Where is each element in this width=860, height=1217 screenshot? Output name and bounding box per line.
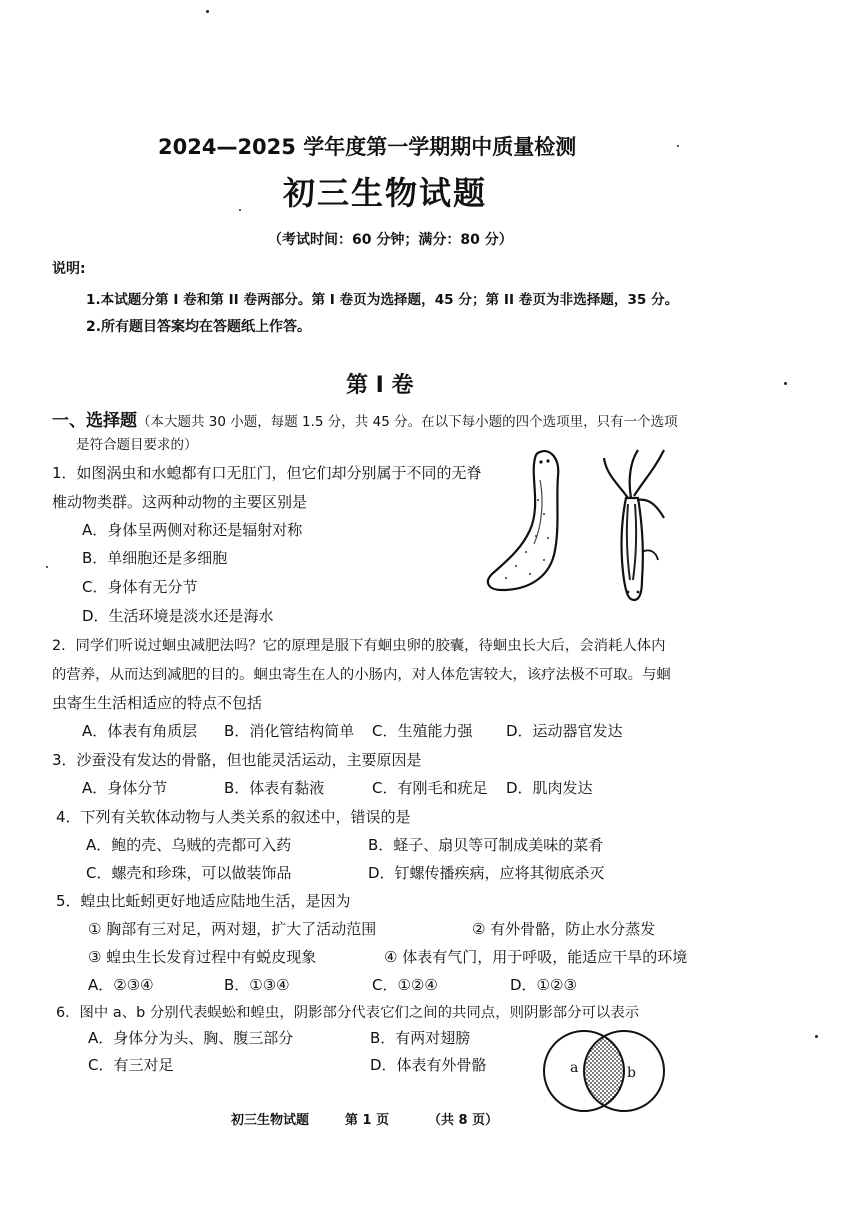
- scan-speck: [206, 10, 209, 13]
- question-1-option-c: C．身体有无分节: [82, 578, 198, 596]
- scan-speck: [677, 145, 679, 147]
- question-2-option-a: A．体表有角质层: [82, 722, 198, 740]
- instruction-item-2: 2.所有题目答案均在答题纸上作答。: [86, 319, 312, 335]
- question-6-stem: 6．图中 a、b 分别代表蜈蚣和蝗虫，阴影部分代表它们之间的共同点，则阴影部分可以表示: [56, 1005, 640, 1021]
- question-2-stem-line-2: 的营养，从而达到减肥的目的。蛔虫寄生在人的小肠内，对人体危害较大，该疗法极不可取。与蛔: [52, 667, 671, 683]
- venn-diagram: [538, 1026, 668, 1116]
- question-1-option-b: B．单细胞还是多细胞: [82, 549, 228, 567]
- question-3-stem: 3．沙蚕没有发达的骨骼，但也能灵活运动，主要原因是: [52, 751, 422, 769]
- part-title: 第 I 卷: [346, 373, 414, 398]
- question-1-option-d: D．生活环境是淡水还是海水: [82, 607, 274, 625]
- exam-title: 2024—2025 学年度第一学期期中质量检测: [158, 135, 577, 159]
- venn-label-b: b: [627, 1065, 636, 1081]
- footer-page-number: 第 1 页: [345, 1113, 390, 1128]
- question-4-option-c: C．螺壳和珍珠，可以做装饰品: [86, 864, 292, 882]
- question-2-option-c: C．生殖能力强: [372, 722, 473, 740]
- question-5-statement-1: ① 胸部有三对足，两对翅，扩大了活动范围: [88, 920, 377, 938]
- question-5-statement-2: ② 有外骨骼，防止水分蒸发: [472, 920, 656, 938]
- planarian-drawing: [488, 451, 558, 590]
- question-1-option-a: A．身体呈两侧对称还是辐射对称: [82, 521, 303, 539]
- question-1-stem-line-1: 1．如图涡虫和水螅都有口无肛门，但它们却分别属于不同的无脊: [52, 464, 482, 482]
- section-heading: [52, 406, 678, 431]
- scan-speck: [46, 566, 48, 568]
- question-3-option-a: A．身体分节: [82, 779, 168, 797]
- footer-subject: 初三生物试题: [231, 1113, 310, 1128]
- footer-page-total: （共 8 页）: [428, 1113, 499, 1128]
- question-6-option-c: C．有三对足: [88, 1056, 174, 1074]
- question-2-stem-line-3: 虫寄生生活相适应的特点不包括: [52, 694, 263, 712]
- section-heading-desc: （本大题共 30 小题，每题 1.5 分，共 45 分。在以下每小题的四个选项里，只有一个选项: [137, 414, 678, 430]
- question-4-option-a: A．鲍的壳、乌贼的壳都可入药: [86, 836, 292, 854]
- exam-subtitle: 初三生物试题: [283, 174, 488, 212]
- question-3-option-d: D．肌肉发达: [506, 779, 593, 797]
- question-1-stem-line-2: 椎动物类群。这两种动物的主要区别是: [52, 493, 308, 511]
- question-4-option-b: B．蛏子、扇贝等可制成美味的菜肴: [368, 836, 604, 854]
- planarian-hydra-illustration: [478, 440, 688, 610]
- question-5-stem: 5．蝗虫比蚯蚓更好地适应陆地生活，是因为: [56, 892, 351, 910]
- question-5-statement-3: ③ 蝗虫生长发育过程中有蜕皮现象: [88, 948, 317, 966]
- question-5-option-a: A．②③④: [88, 976, 154, 994]
- question-5-option-d: D．①②③: [510, 976, 577, 994]
- question-5-statement-4: ④ 体表有气门，用于呼吸，能适应干旱的环境: [384, 948, 688, 966]
- venn-label-a: a: [570, 1060, 579, 1076]
- section-heading-label: 一、选择题: [52, 411, 137, 431]
- question-4-option-d: D．钉螺传播疾病，应将其彻底杀灭: [368, 864, 605, 882]
- scan-speck: [784, 382, 787, 385]
- instructions-label: 说明:: [52, 261, 86, 277]
- question-6-option-a: A．身体分为头、胸、腹三部分: [88, 1029, 294, 1047]
- exam-info: （考试时间：60 分钟；满分：80 分）: [268, 232, 513, 248]
- question-6-option-d: D．体表有外骨骼: [370, 1056, 487, 1074]
- question-6-option-b: B．有两对翅膀: [370, 1029, 471, 1047]
- question-2-option-b: B．消化管结构简单: [224, 722, 355, 740]
- question-2-stem-line-1: 2．同学们听说过蛔虫减肥法吗？它的原理是服下有蛔虫卵的胶囊，待蛔虫长大后，会消耗人体内: [52, 638, 666, 654]
- hydra-drawing: [604, 450, 664, 600]
- question-3-option-b: B．体表有黏液: [224, 779, 325, 797]
- question-3-option-c: C．有刚毛和疣足: [372, 779, 488, 797]
- question-5-option-c: C．①②④: [372, 976, 438, 994]
- instruction-item-1: 1.本试题分第 I 卷和第 II 卷两部分。第 I 卷页为选择题，45 分；第 II 卷页为非选择题，35 分。: [86, 292, 679, 308]
- scan-speck: [815, 1035, 818, 1038]
- question-4-stem: 4．下列有关软体动物与人类关系的叙述中，错误的是: [56, 808, 411, 826]
- scan-speck: [239, 209, 241, 211]
- question-2-option-d: D．运动器官发达: [506, 722, 623, 740]
- question-5-option-b: B．①③④: [224, 976, 290, 994]
- section-heading-desc-cont: 是符合题目要求的）: [76, 437, 198, 453]
